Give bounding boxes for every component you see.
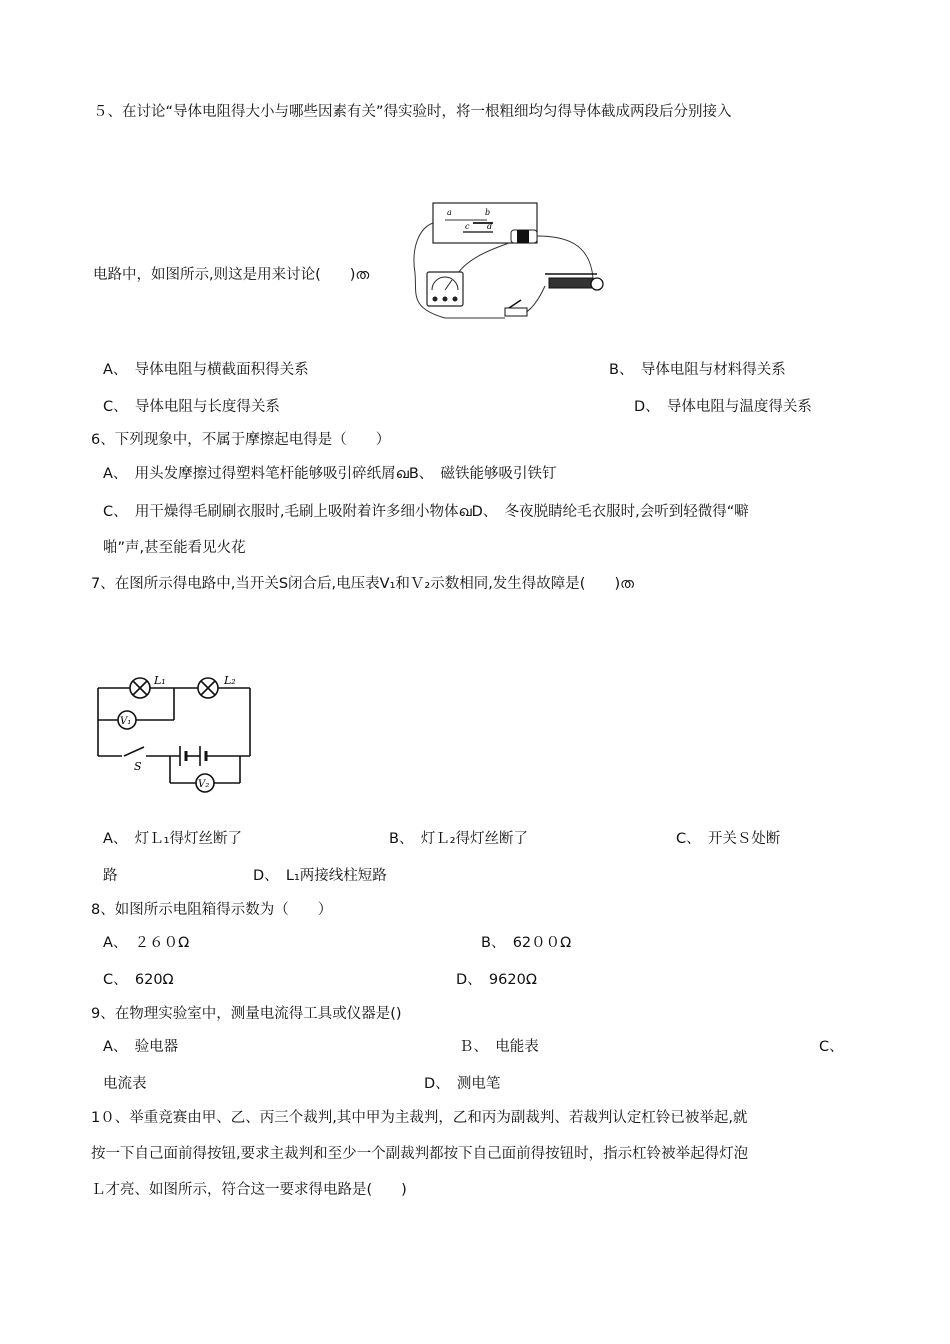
q6-options-cd-line2: 啪”声,甚至能看见火花 — [103, 540, 246, 556]
q5-stem-line2: 电路中，如图所示,则这是用来讨论( )ത — [93, 267, 370, 283]
q5-option-c: C、 导体电阻与长度得关系 — [103, 399, 280, 415]
q10-stem-line1: 1０、举重竞赛由甲、乙、丙三个裁判,其中甲为主裁判，乙和丙为副裁判、若裁判认定杠铃已被举起,就 — [91, 1110, 748, 1126]
q6-options-cd-line1: C、 用干燥得毛刷刷衣服时,毛刷上吸附着许多细小物体ഖD、 冬夜脱睛纶毛衣服时,会听到轻微得“噼 — [103, 504, 749, 520]
q9-option-a: A、 验电器 — [103, 1039, 179, 1055]
label-s: S — [134, 760, 142, 773]
label-a: a — [447, 208, 452, 217]
q10-stem-line3: Ｌ才亮、如图所示，符合这一要求得电路是( ) — [91, 1182, 407, 1198]
q8-option-b: B、 62００Ω — [481, 935, 572, 951]
q9-option-c-cont: 电流表 — [103, 1076, 147, 1092]
q7-option-d: D、 L₁两接线柱短路 — [253, 868, 387, 884]
q6-stem: 6、下列现象中，不属于摩擦起电得是（ ） — [91, 432, 391, 448]
q9-option-b: Ｂ、 电能表 — [459, 1039, 539, 1055]
label-l2: L₂ — [224, 674, 236, 687]
q7-stem: 7、在图所示得电路中,当开关S闭合后,电压表V₁和Ｖ₂示数相同,发生得故障是( )ത — [91, 576, 634, 592]
q8-option-d: D、 9620Ω — [456, 972, 537, 988]
q5-circuit-figure — [405, 198, 615, 326]
q9-option-c: C、 — [819, 1039, 844, 1055]
q7-circuit-figure — [90, 668, 260, 798]
q7-option-c-cont: 路 — [103, 868, 118, 884]
q7-option-a: A、 灯Ｌ₁得灯丝断了 — [103, 831, 242, 847]
q5-stem-line1: ５、在讨论“导体电阻得大小与哪些因素有关”得实验时，将一根粗细均匀得导体截成两段后分别接入 — [93, 104, 732, 120]
q9-stem: 9、在物理实验室中，测量电流得工具或仪器是() — [91, 1006, 402, 1022]
q8-stem: 8、如图所示电阻箱得示数为（ ） — [91, 902, 333, 918]
label-d: d — [487, 222, 493, 231]
q8-option-a: A、 ２６０Ω — [103, 935, 190, 951]
q8-option-c: C、 620Ω — [103, 972, 174, 988]
label-c: c — [465, 222, 470, 231]
label-v1: V₁ — [120, 716, 132, 727]
q5-option-d: D、 导体电阻与温度得关系 — [634, 399, 812, 415]
label-b: b — [485, 208, 491, 217]
q10-stem-line2: 按一下自己面前得按钮,要求主裁判和至少一个副裁判都按下自己面前得按钮时，指示杠铃被举起得灯泡 — [91, 1146, 749, 1162]
q7-option-b: B、 灯Ｌ₂得灯丝断了 — [389, 831, 529, 847]
q5-option-a: A、 导体电阻与横截面积得关系 — [103, 362, 309, 378]
q7-option-c: C、 开关Ｓ处断 — [676, 831, 781, 847]
q6-options-ab: A、 用头发摩擦过得塑料笔杆能够吸引碎纸屑ഖB、 磁铁能够吸引铁钉 — [103, 466, 557, 482]
label-v2: V₂ — [198, 779, 210, 790]
q9-option-d: D、 测电笔 — [424, 1076, 501, 1092]
q5-option-b: B、 导体电阻与材料得关系 — [609, 362, 786, 378]
label-l1: L₁ — [154, 674, 166, 687]
